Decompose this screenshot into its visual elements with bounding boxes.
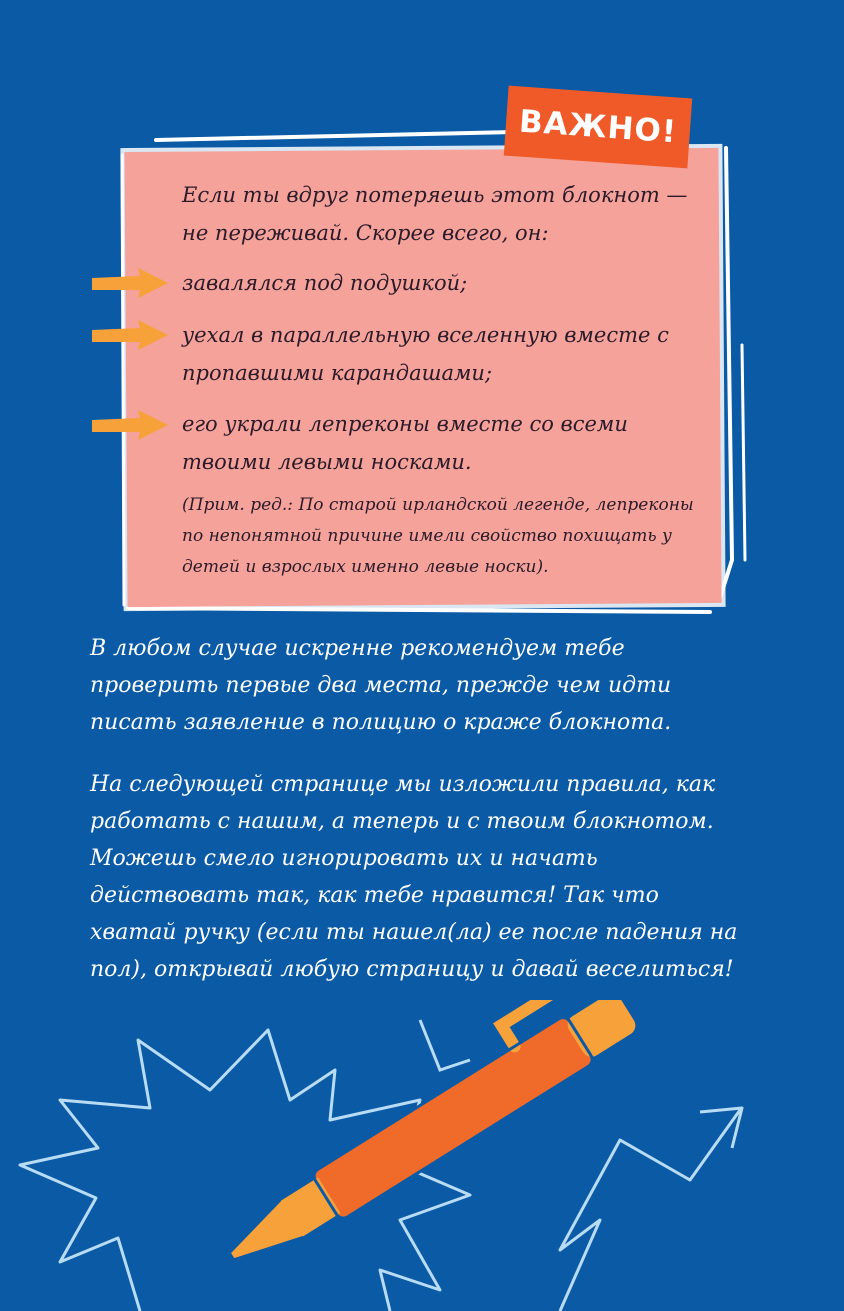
arrow-right-icon xyxy=(90,318,170,352)
note-item: его украли лепреконы вместе со всеми твоими левыми носками. xyxy=(182,412,628,474)
editor-remark: (Прим. ред.: По старой ирландской легенде, лепреконы по непонятной причине имели свойство похищать у детей и взрослых именно левые носки). xyxy=(182,495,694,577)
paragraph: На следующей странице мы изложили правила, как работать с нашим, а теперь и с твоим блокнотом. Можешь смело игнорировать их и начать действовать так, как тебе нравится! Так что хватай ручку (если ты нашел(ла) ее после падения на пол), открывай любую страницу и давай веселиться! xyxy=(90,772,738,982)
note-intro: Если ты вдруг потеряешь этот блокнот — не переживай. Скорее всего, он: xyxy=(182,183,688,245)
note-item: завалялся под подушкой; xyxy=(182,271,468,295)
paragraph: В любом случае искренне рекомендуем тебе проверить первые два места, прежде чем идти писать заявление в полицию о краже блокнота. xyxy=(90,636,672,735)
arrow-right-icon xyxy=(90,408,170,442)
note-item: уехал в параллельную вселенную вместе с пропавшими карандашами; xyxy=(182,323,669,385)
important-badge: ВАЖНО! xyxy=(504,86,692,169)
pen-illustration xyxy=(0,1000,844,1311)
arrow-right-icon xyxy=(90,266,170,300)
zigzag-arrow-illustration xyxy=(560,1110,740,1311)
